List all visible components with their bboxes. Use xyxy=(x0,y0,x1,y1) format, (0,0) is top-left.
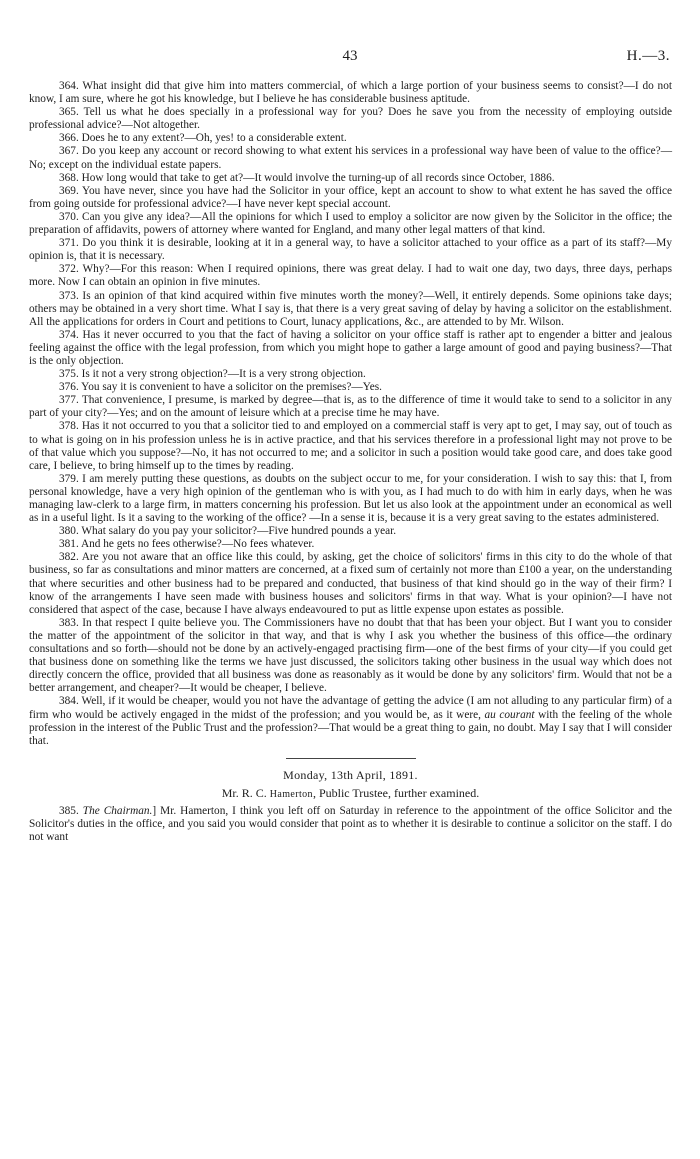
witness-line xyxy=(29,787,672,801)
paragraph-364: 364. What insight did that give him into matters commercial, of which a large portion of your business seems to consist?—I do not know, I am sure, where he got his knowledge, but I believe he has considerable business aptitude. xyxy=(29,80,672,106)
paragraph-385-text: ] Mr. Hamerton, I think you left off on Saturday in reference to the appointment of the office Solicitor and the Solicitor's duties in the office, and you said you would consider that point as to whether it is desirable to continue a solicitor on the staff. I do not want xyxy=(29,804,672,844)
page-number: 43 xyxy=(342,48,358,64)
paragraph-378: 378. Has it not occurred to you that a solicitor tied to and employed on a commercial staff is very apt to get, I may say, out of touch as to what is going on in his profession unless he is in active practice, and that his services therefore in a professional light may not prove to be of that value which you suppose?—No, it has not occurred to me; and a solicitor in such a position would take good care, and does take good care, I believe, to bring himself up to the times by reading. xyxy=(29,420,672,472)
paragraph-366: 366. Does he to any extent?—Oh, yes! to a considerable extent. xyxy=(59,132,347,145)
paragraph-384-text-b: with the feeling of the whole profession in the interest of the Public Trust and the profession?—That would be a great thing to gain, no doubt. May I say that I will consider that. xyxy=(29,708,673,747)
paragraph-383: 383. In that respect I quite believe you. The Commissioners have no doubt that that has been your object. But I want you to consider the matter of the appointment of the solicitor in that way, and that is why I ask you whether the business of this office—the ordinary consultations and so forth—should not be done by an actively-engaged practising firm—one of the best firms of your city—if you could get that business done on something like the terms we have just discussed, the solicitors taking other business in the usual way which does not directly concern the office, provided that all business was done as reasonably as it would be done by any solicitors' firm. Would that not be a better arrangement, and cheaper?—It would be cheaper, I believe. xyxy=(29,616,672,695)
paragraph-385-number: 385. xyxy=(59,804,83,817)
paragraph-382: 382. Are you not aware that an office like this could, by asking, get the choice of solicitors' firms in this city to do the whole of that business, so far as consultations and minor matters are concerned, at a fixed sum of certainly not more than £100 a year, on the understanding that where securities and other business had to be prepared and conducted, that business of that kind should go in the way of their firm? I know of the arrangements I have seen made with business houses and solicitors' firms in that way. What is your opinion?—I have not considered that aspect of the case, because I have always endeavoured to put as little expense upon estates as possible. xyxy=(29,551,672,616)
paragraph-384 xyxy=(29,695,672,747)
paragraph-384-italic: au courant xyxy=(484,708,535,721)
paragraph-379: 379. I am merely putting these questions, as doubts on the subject occur to me, for your consideration. I wish to say this: that I, from personal knowledge, have a very high opinion of the gentleman who is with you, as I had much to do with him in early days, when he was managing law-clerk to a large firm, in matters concerning his profession. But let us also look at the appointment under an economical as well as in a useful light. Is it a saving to the working of the office? —In a sense it is, because it is a very great saving to the estates administered. xyxy=(29,472,672,525)
section-divider xyxy=(286,758,416,759)
session-date: Monday, 13th April, 1891. xyxy=(283,767,418,782)
paragraph-371: 371. Do you think it is desirable, looking at it in a general way, to have a solicitor attached to your office as a part of its staff?—My opinion is, that it is necessary. xyxy=(29,237,672,263)
document-body xyxy=(29,80,672,844)
paragraph-384-text-a: 384. Well, if it would be cheaper, would you not have the advantage of getting the advice (I am not alluding to any particular firm) of a firm who would be actively engaged in the midst of the profession; and you would be, as it were, xyxy=(29,695,672,721)
paragraph-370: 370. Can you give any idea?—All the opinions for which I used to employ a solicitor are now given by the Solicitor in the office; the preparation of affidavits, powers of attorney where wanted for England, and many other legal matters of that kind. xyxy=(29,210,672,237)
paragraph-377: 377. That convenience, I presume, is marked by degree—that is, as to the difference of time it would take to send to a solicitor in any part of your city?—Yes; and on the amount of leisure which at a precise time he may have. xyxy=(29,394,672,420)
paragraph-373: 373. Is an opinion of that kind acquired within five minutes worth the money?—Well, it entirely depends. Some opinions take days; others may be obtained in a very short time. What I say is, that there is a very great saving of delay by having a solicitor on the establishment. All the applications for orders in Court and petitions to Court, lunacy applications, &c., are attended to by Mr. Wilson. xyxy=(29,289,672,328)
paragraph-385-speaker: The Chairman. xyxy=(82,804,153,817)
paragraph-369: 369. You have never, since you have had the Solicitor in your office, kept an account to show to what extent he has saved the office from going outside for professional advice?—I have never kept special account. xyxy=(29,184,672,210)
paragraph-368: 368. How long would that take to get at?—It would involve the turning-up of all records since October, 1886. xyxy=(59,171,555,184)
paragraph-367: 367. Do you keep any account or record showing to what extent his services in a professional way have been of value to the office?—No; except on the individual estate papers. xyxy=(29,145,672,171)
paragraph-372: 372. Why?—For this reason: When I required opinions, there was great delay. I had to wait one day, two days, three days, perhaps more. Now I can obtain an opinion in five minutes. xyxy=(29,263,672,289)
paragraph-365: 365. Tell us what he does specially in a professional way for you? Does he save you from the necessity of employing outside professional advice?—Not altogether. xyxy=(29,106,672,132)
witness-name: Hamerton xyxy=(269,788,313,800)
paragraph-385 xyxy=(29,805,672,844)
paragraph-381: 381. And he gets no fees otherwise?—No fees whatever. xyxy=(59,538,315,551)
paragraph-380: 380. What salary do you pay your solicitor?—Five hundred pounds a year. xyxy=(59,525,397,538)
paragraph-375: 375. Is it not a very strong objection?—It is a very strong objection. xyxy=(59,368,366,381)
witness-prefix: Mr. R. C. xyxy=(221,785,270,800)
paragraph-374: 374. Has it never occurred to you that the fact of having a solicitor on your office staff is rather apt to engender a bitter and jealous feeling against the office with the legal profession, from which you might hope to gather a large amount of good and paying business?—That is the only objection. xyxy=(29,328,672,367)
witness-suffix: , Public Trustee, further examined. xyxy=(312,785,480,800)
paper-code: H.—3. xyxy=(626,48,670,64)
paragraph-376: 376. You say it is convenient to have a solicitor on the premises?—Yes. xyxy=(59,381,382,394)
